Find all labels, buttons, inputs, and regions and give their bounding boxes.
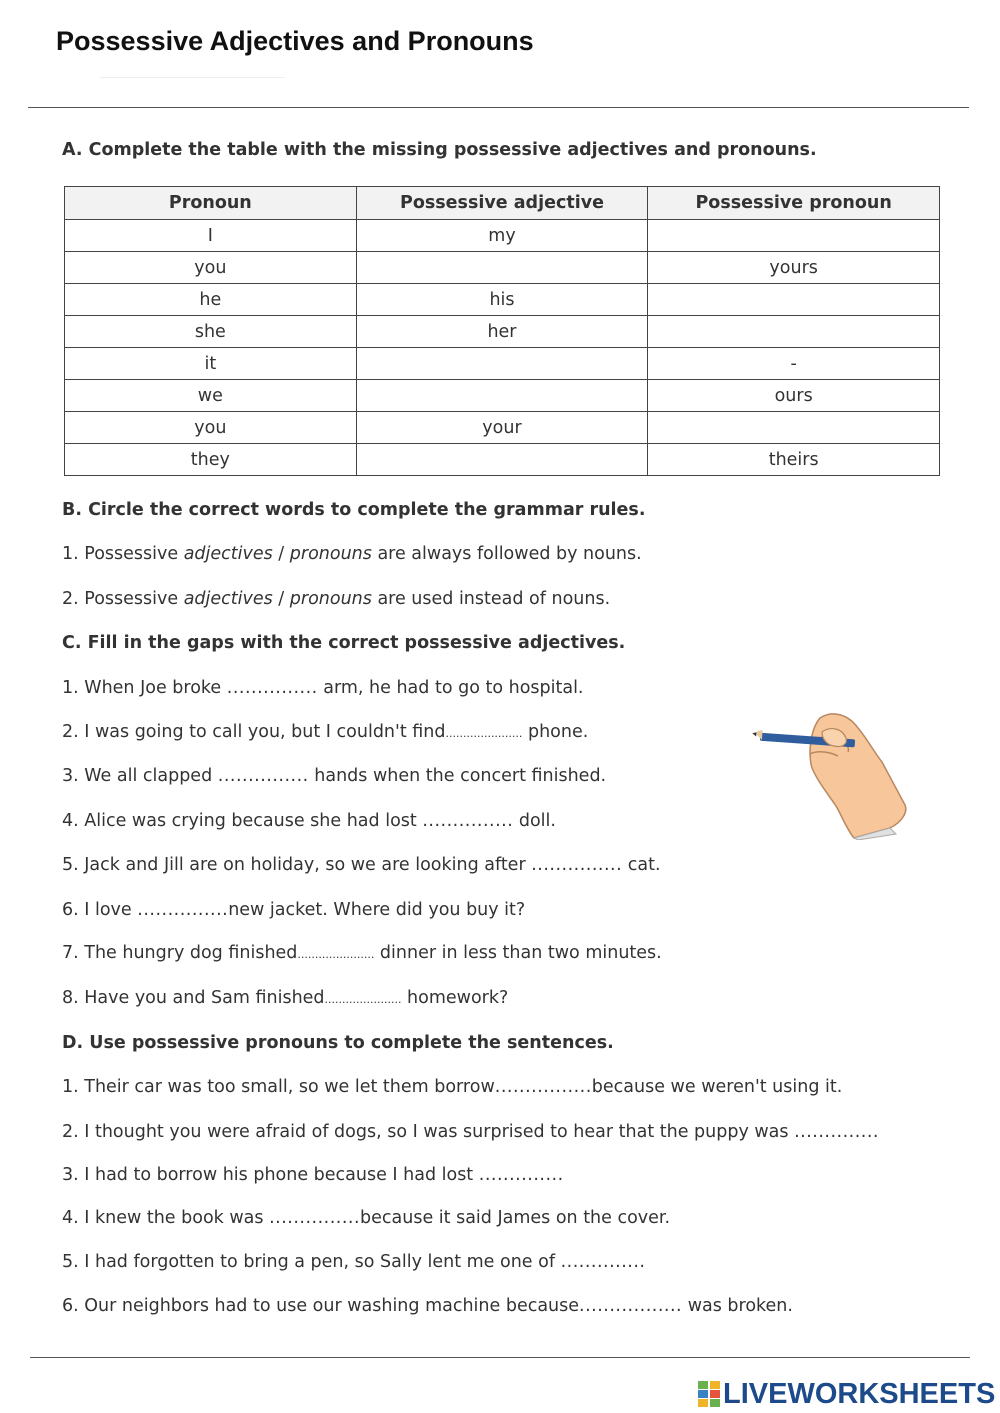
pronoun-cell: it <box>65 348 357 380</box>
answer-gap[interactable]: ............... <box>531 855 623 875</box>
answer-gap[interactable]: .............. <box>478 1165 564 1185</box>
adjective-cell: your <box>356 412 648 444</box>
section-b-heading: B. Circle the correct words to complete the grammar rules. <box>62 500 646 520</box>
table-row <box>65 348 940 380</box>
bottom-divider <box>30 1357 970 1358</box>
pronoun-cell: he <box>65 284 357 316</box>
table-row <box>65 444 940 476</box>
rule-item-2: 2. Possessive adjectives / pronouns are used instead of nouns. <box>62 589 611 609</box>
answer-cell[interactable] <box>648 220 940 252</box>
section-a-heading: A. Complete the table with the missing possessive adjectives and pronouns. <box>62 140 817 160</box>
pronoun-value-cell: ours <box>648 380 940 412</box>
rule-item-1: 1. Possessive adjectives / pronouns are always followed by nouns. <box>62 544 642 564</box>
option-adjectives[interactable]: adjectives <box>183 589 273 609</box>
adjective-cell: her <box>356 316 648 348</box>
answer-cell[interactable] <box>356 444 648 476</box>
pronoun-cell: she <box>65 316 357 348</box>
section-d-heading: D. Use possessive pronouns to complete the sentences. <box>62 1033 614 1053</box>
answer-gap[interactable]: ............... <box>226 678 318 698</box>
adjective-cell: my <box>356 220 648 252</box>
answer-cell[interactable] <box>648 284 940 316</box>
pronoun-cell: you <box>65 412 357 444</box>
title-underline <box>100 77 285 78</box>
adjective-cell: his <box>356 284 648 316</box>
gap-sentence-d4: 4. I knew the book was ...............because it said James on the cover. <box>62 1208 671 1228</box>
pronoun-value-cell: theirs <box>648 444 940 476</box>
table-row <box>65 380 940 412</box>
possessives-table <box>64 186 940 476</box>
gap-sentence-d1: 1. Their car was too small, so we let them borrow................because we weren't using it. <box>62 1077 843 1097</box>
pronoun-value-cell: - <box>648 348 940 380</box>
gap-sentence-c7: 7. The hungry dog finished...................... dinner in less than two minutes. <box>62 943 662 963</box>
gap-sentence-d3: 3. I had to borrow his phone because I had lost .............. <box>62 1165 564 1185</box>
pronoun-cell: we <box>65 380 357 412</box>
option-pronouns[interactable]: pronouns <box>289 589 372 609</box>
pronoun-cell: you <box>65 252 357 284</box>
section-c-heading: C. Fill in the gaps with the correct possessive adjectives. <box>62 633 626 653</box>
gap-sentence-c3: 3. We all clapped ............... hands when the concert finished. <box>62 766 607 786</box>
table-row <box>65 220 940 252</box>
answer-gap[interactable]: ............... <box>269 1208 361 1228</box>
gap-sentence-c8: 8. Have you and Sam finished...................... homework? <box>62 988 509 1008</box>
option-adjectives[interactable]: adjectives <box>183 544 273 564</box>
column-header-possessive-adjective: Possessive adjective <box>356 187 648 220</box>
gap-sentence-c1: 1. When Joe broke ............... arm, he had to go to hospital. <box>62 678 584 698</box>
liveworksheets-logo[interactable] <box>698 1377 995 1411</box>
table-row <box>65 252 940 284</box>
gap-sentence-d6: 6. Our neighbors had to use our washing machine because................. was broken. <box>62 1296 793 1316</box>
gap-sentence-c4: 4. Alice was crying because she had lost ............... doll. <box>62 811 556 831</box>
hand-writing-icon <box>750 710 910 840</box>
answer-gap[interactable]: .............. <box>560 1252 646 1272</box>
pronoun-cell: I <box>65 220 357 252</box>
answer-gap[interactable]: ...................... <box>324 993 402 1006</box>
page-title: Possessive Adjectives and Pronouns <box>56 26 534 56</box>
answer-gap[interactable]: ............... <box>137 900 229 920</box>
answer-cell[interactable] <box>356 252 648 284</box>
top-divider <box>28 107 969 108</box>
answer-cell[interactable] <box>356 348 648 380</box>
gap-sentence-c2: 2. I was going to call you, but I couldn't find...................... phone. <box>62 722 589 742</box>
logo-mark-icon <box>698 1381 720 1407</box>
option-pronouns[interactable]: pronouns <box>289 544 372 564</box>
table-row <box>65 412 940 444</box>
table-row <box>65 316 940 348</box>
answer-gap[interactable]: ................. <box>579 1296 683 1316</box>
answer-gap[interactable]: ...................... <box>445 727 523 740</box>
answer-gap[interactable]: ................ <box>494 1077 592 1097</box>
logo-text: LIVEWORKSHEETS <box>723 1377 996 1410</box>
gap-sentence-d2: 2. I thought you were afraid of dogs, so I was surprised to hear that the puppy was .............. <box>62 1122 879 1142</box>
answer-gap[interactable]: ............... <box>217 766 309 786</box>
pronoun-cell: they <box>65 444 357 476</box>
gap-sentence-c5: 5. Jack and Jill are on holiday, so we are looking after ............... cat. <box>62 855 661 875</box>
table-row <box>65 284 940 316</box>
column-header-pronoun: Pronoun <box>65 187 357 220</box>
answer-cell[interactable] <box>648 412 940 444</box>
column-header-possessive-pronoun: Possessive pronoun <box>648 187 940 220</box>
gap-sentence-d5: 5. I had forgotten to bring a pen, so Sally lent me one of .............. <box>62 1252 646 1272</box>
answer-gap[interactable]: .............. <box>794 1122 879 1142</box>
gap-sentence-c6: 6. I love ...............new jacket. Where did you buy it? <box>62 900 526 920</box>
answer-cell[interactable] <box>648 316 940 348</box>
table-header-row <box>65 187 940 220</box>
answer-gap[interactable]: ............... <box>422 811 514 831</box>
pronoun-value-cell: yours <box>648 252 940 284</box>
answer-cell[interactable] <box>356 380 648 412</box>
answer-gap[interactable]: ...................... <box>297 948 375 961</box>
